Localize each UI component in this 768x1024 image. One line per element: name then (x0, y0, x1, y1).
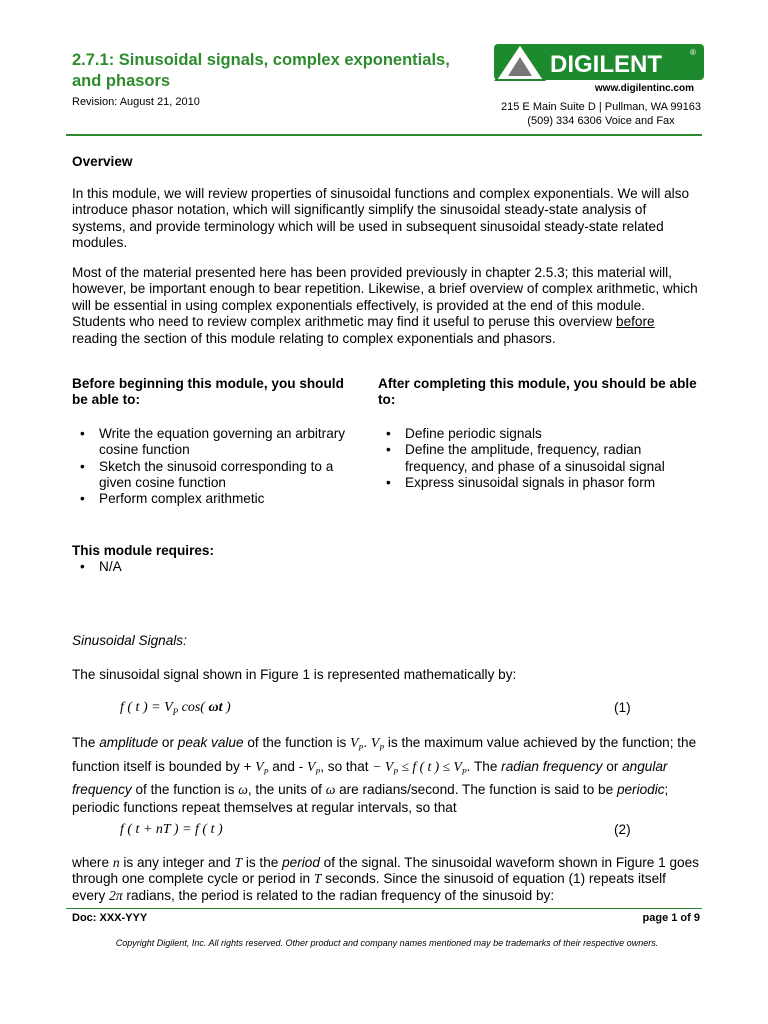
requires-list (72, 559, 372, 575)
amplitude-paragraph: The amplitude or peak value of the function is $V_P$. $V_P$ is the maximum value achieved by the function; the function itself is bounded by + $V_P$ and - $V_P$, so that − $V_P \le f$ ( t ) ≤ $V_P$. The radian frequency or angular frequency of the function is ω, the units of ω are radians/second. The function is said to be periodic; periodic functions repeat themselves at regular intervals, so that (72, 735, 697, 816)
prereq-heading: Before beginning this module, you should be able to: (72, 376, 344, 408)
revision-date: Revision: August 21, 2010 (72, 96, 200, 108)
list-item: • Perform complex arithmetic (72, 491, 362, 507)
header-divider (66, 134, 702, 136)
company-address (470, 100, 732, 128)
overview-paragraph-2: Most of the material presented here has been provided previously in chapter 2.5.3; this material will, however, be important enough to bear repetition. Likewise, a brief overview of complex arithmetic, which will be essential in using complex exponentials effectively, is provided at the end of this module. Students who need to review complex arithmetic may find it useful to peruse this overview before reading the section of this module relating to complex exponentials and phasors. (72, 265, 698, 346)
list-item: • Write the equation governing an arbitrary cosine function (72, 426, 362, 459)
address-line-1: 215 E Main Suite D | Pullman, WA 99163 (501, 101, 701, 113)
overview-heading: Overview (72, 154, 133, 169)
underlined-before: before (616, 314, 655, 330)
list-item: • Define the amplitude, frequency, radian frequency, and phase of a sinusoidal signal (378, 442, 702, 475)
equation-2-number: (2) (614, 822, 631, 837)
address-line-2: (509) 334 6306 Voice and Fax (527, 115, 675, 127)
prereq-list (72, 426, 362, 508)
prereq-column (72, 376, 362, 508)
copyright-notice: Copyright Digilent, Inc. All rights reserved. Other product and company names mentioned may be trademarks of their respective owners. (115, 938, 659, 948)
sinusoidal-intro: The sinusoidal signal shown in Figure 1 is represented mathematically by: (72, 667, 517, 682)
footer-divider (66, 908, 702, 909)
document-title: 2.7.1: Sinusoidal signals, complex exponentials, and phasors (72, 51, 450, 90)
list-item: • Sketch the sinusoid corresponding to a given cosine function (72, 459, 362, 492)
logo-website: www.digilentinc.com (594, 83, 694, 94)
equation-1: f ( t ) = $V_P$ cos( ωt ) (120, 700, 231, 717)
period-paragraph: where n is any integer and T is the period of the signal. The sinusoidal waveform shown in Figure 1 goes through one complete cycle or period in T seconds. Since the sinusoid of equation (1) repeats itself every 2π radians, the period is related to the radian frequency of the sinusoid by: (72, 855, 699, 903)
list-item: • Define periodic signals (378, 426, 702, 442)
sinusoidal-heading: Sinusoidal Signals: (72, 633, 187, 648)
requires-heading: This module requires: (72, 543, 215, 558)
logo-registered-mark: ® (690, 48, 696, 57)
page-number: page 1 of 9 (642, 912, 700, 924)
list-item: • N/A (72, 559, 372, 575)
overview-paragraph-1: In this module, we will review properties of sinusoidal functions and complex exponentials. We will also introduce phasor notation, which will significantly simplify the sinusoidal steady-state analysis of systems, and provide terminology which will be used in subsequent sinusoidal steady-state related modules. (72, 186, 690, 251)
logo-brand-text: DIGILENT (550, 51, 662, 78)
doc-number: Doc: XXX-YYY (72, 912, 148, 924)
outcomes-heading: After completing this module, you should be able to: (378, 376, 697, 408)
digilent-logo (494, 44, 704, 94)
list-item: • Express sinusoidal signals in phasor form (378, 475, 702, 491)
outcomes-column (378, 376, 702, 491)
outcomes-list (378, 426, 702, 492)
equation-1-number: (1) (614, 700, 631, 715)
equation-2: f ( t + nT ) = f ( t ) (120, 822, 223, 837)
requires-section (72, 543, 372, 576)
